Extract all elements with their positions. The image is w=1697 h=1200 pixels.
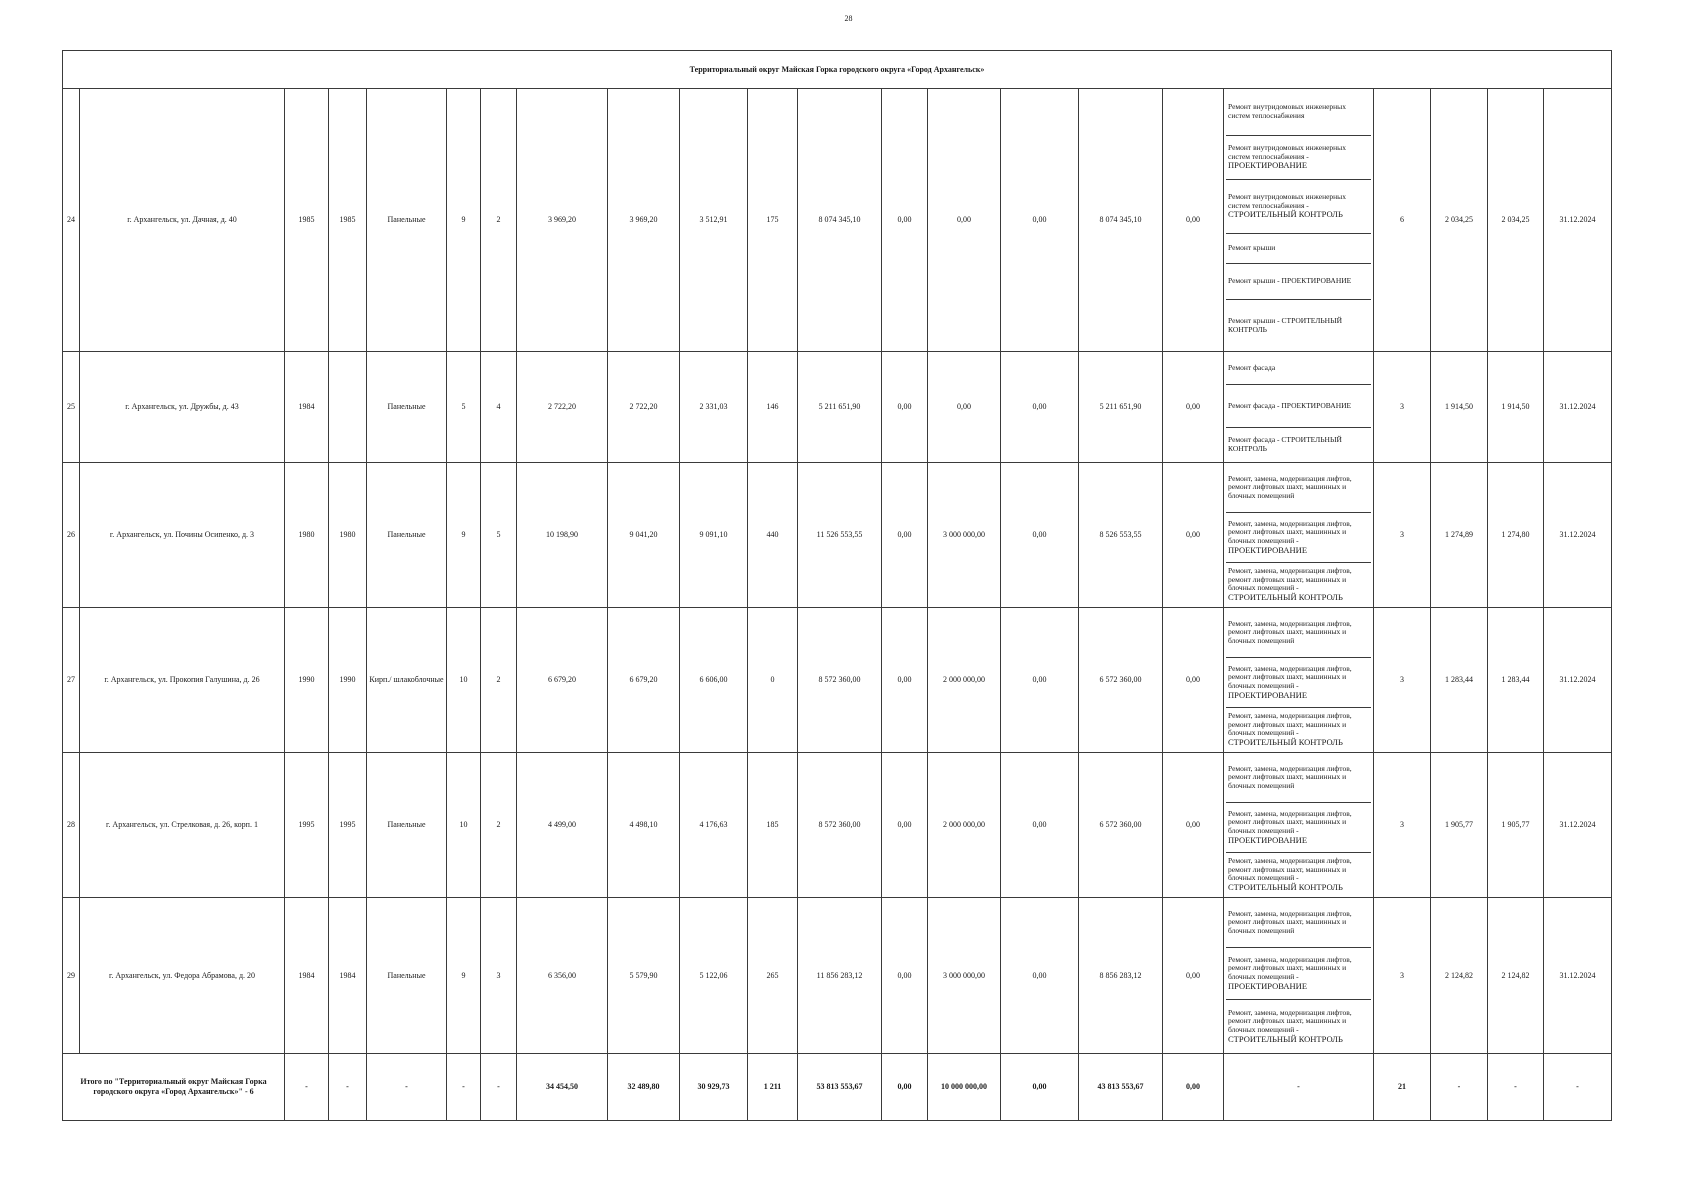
floors-count: 9 [447, 898, 481, 1054]
work-item-text: Ремонт внутридомовых инженерных систем теплоснабжения [1228, 102, 1346, 120]
work-item [1226, 948, 1371, 1000]
unit-cost-max: 1 914,50 [1488, 352, 1544, 463]
total-entrances-count: - [481, 1054, 517, 1121]
work-item [1226, 658, 1371, 708]
work-types [1224, 898, 1374, 1054]
area-residential: 5 122,06 [680, 898, 748, 1054]
work-item [1226, 89, 1371, 136]
cost-total: 8 074 345,10 [798, 89, 882, 352]
work-item-text: Ремонт фасада [1228, 362, 1276, 372]
deadline: 31.12.2024 [1544, 463, 1612, 608]
work-item-text: Ремонт, замена, модернизация лифтов, ремонт лифтовых шахт, машинных и блочных помещений - [1228, 566, 1352, 593]
work-item [1226, 563, 1371, 607]
house-address: г. Архангельск, ул. Прокопия Галушина, д. 26 [80, 608, 285, 753]
fund-fkr: 0,00 [882, 463, 928, 608]
year-built: 1980 [285, 463, 329, 608]
fund-fkr: 0,00 [882, 898, 928, 1054]
total-floors-count: - [447, 1054, 481, 1121]
cost-total: 5 211 651,90 [798, 352, 882, 463]
work-item [1226, 264, 1371, 300]
row-number: 27 [63, 608, 80, 753]
budget-local: 0,00 [1001, 898, 1079, 1054]
work-types [1224, 352, 1374, 463]
work-item-stage: ПРОЕКТИРОВАНИЕ [1228, 544, 1308, 555]
work-types [1224, 753, 1374, 898]
house-address: г. Архангельск, ул. Почины Осипенко, д. 3 [80, 463, 285, 608]
house-address: г. Архангельск, ул. Федора Абрамова, д. 20 [80, 898, 285, 1054]
area-total: 4 499,00 [517, 753, 608, 898]
total-wall-material: - [367, 1054, 447, 1121]
row-number: 29 [63, 898, 80, 1054]
other-funds: 0,00 [1163, 352, 1224, 463]
unit-cost-max: 2 034,25 [1488, 89, 1544, 352]
total-area-residential: 30 929,73 [680, 1054, 748, 1121]
work-item-stage: СТРОИТЕЛЬНЫЙ КОНТРОЛЬ [1228, 882, 1343, 893]
year-commission: 1990 [329, 608, 367, 753]
area-residential: 6 606,00 [680, 608, 748, 753]
total-other-funds: 0,00 [1163, 1054, 1224, 1121]
fund-fkr: 0,00 [882, 608, 928, 753]
year-built: 1985 [285, 89, 329, 352]
work-item-text: Ремонт, замена, модернизация лифтов, ремонт лифтовых шахт, машинных и блочных помещений [1228, 473, 1352, 500]
budget-local: 0,00 [1001, 463, 1079, 608]
total-row [63, 1054, 1612, 1121]
floors-count: 9 [447, 89, 481, 352]
area-residential: 9 091,10 [680, 463, 748, 608]
house-row [63, 753, 1612, 898]
entrances-count: 2 [481, 608, 517, 753]
work-item-stage: ПРОЕКТИРОВАНИЕ [1228, 980, 1308, 991]
year-built: 1990 [285, 608, 329, 753]
work-item-stage: ПРОЕКТИРОВАНИЕ [1228, 160, 1308, 171]
area-living: 9 041,20 [608, 463, 680, 608]
total-work-count: 21 [1374, 1054, 1431, 1121]
unit-cost-max: 1 274,80 [1488, 463, 1544, 608]
work-types [1224, 89, 1374, 352]
work-item [1226, 385, 1371, 428]
wall-material: Панельные [367, 352, 447, 463]
work-item-text: Ремонт, замена, модернизация лифтов, ремонт лифтовых шахт, машинных и блочных помещений [1228, 763, 1352, 790]
row-number: 24 [63, 89, 80, 352]
total-budget-local: 0,00 [1001, 1054, 1079, 1121]
unit-cost: 2 124,82 [1431, 898, 1488, 1054]
work-item-text: Ремонт крыши - ПРОЕКТИРОВАНИЕ [1228, 276, 1352, 286]
year-commission: 1980 [329, 463, 367, 608]
work-item-text: Ремонт внутридомовых инженерных систем теплоснабжения - [1228, 191, 1346, 210]
residents-count: 146 [748, 352, 798, 463]
work-item-text: Ремонт, замена, модернизация лифтов, ремонт лифтовых шахт, машинных и блочных помещений - [1228, 808, 1352, 835]
owners-funds: 8 526 553,55 [1079, 463, 1163, 608]
work-item-text: Ремонт внутридомовых инженерных систем теплоснабжения - [1228, 142, 1346, 161]
wall-material: Кирп./ шлакоблочные [367, 608, 447, 753]
work-count: 3 [1374, 608, 1431, 753]
budget-local: 0,00 [1001, 89, 1079, 352]
area-total: 10 198,90 [517, 463, 608, 608]
fund-fkr: 0,00 [882, 89, 928, 352]
work-item-text: Ремонт, замена, модернизация лифтов, ремонт лифтовых шахт, машинных и блочных помещений - [1228, 711, 1352, 738]
work-count: 6 [1374, 89, 1431, 352]
budget-subject: 0,00 [928, 89, 1001, 352]
other-funds: 0,00 [1163, 753, 1224, 898]
budget-subject: 2 000 000,00 [928, 753, 1001, 898]
budget-local: 0,00 [1001, 352, 1079, 463]
work-item-stage: ПРОЕКТИРОВАНИЕ [1228, 834, 1308, 845]
page-number: 28 [844, 14, 853, 23]
house-row [63, 463, 1612, 608]
work-item [1226, 853, 1371, 897]
residents-count: 185 [748, 753, 798, 898]
area-living: 2 722,20 [608, 352, 680, 463]
work-count: 3 [1374, 352, 1431, 463]
fund-fkr: 0,00 [882, 753, 928, 898]
floors-count: 10 [447, 753, 481, 898]
budget-subject: 2 000 000,00 [928, 608, 1001, 753]
work-item [1226, 1000, 1371, 1053]
year-commission: 1984 [329, 898, 367, 1054]
other-funds: 0,00 [1163, 898, 1224, 1054]
cost-total: 11 526 553,55 [798, 463, 882, 608]
row-number: 26 [63, 463, 80, 608]
unit-cost: 1 914,50 [1431, 352, 1488, 463]
total-budget-subject: 10 000 000,00 [928, 1054, 1001, 1121]
unit-cost-max: 1 905,77 [1488, 753, 1544, 898]
wall-material: Панельные [367, 89, 447, 352]
work-item-text: Ремонт крыши - СТРОИТЕЛЬНЫЙ КОНТРОЛЬ [1228, 315, 1343, 334]
total-cost-total: 53 813 553,67 [798, 1054, 882, 1121]
fund-fkr: 0,00 [882, 352, 928, 463]
entrances-count: 5 [481, 463, 517, 608]
work-item-text: Ремонт, замена, модернизация лифтов, ремонт лифтовых шахт, машинных и блочных помещений - [1228, 1007, 1352, 1034]
unit-cost: 1 274,89 [1431, 463, 1488, 608]
total-year-commission: - [329, 1054, 367, 1121]
entrances-count: 3 [481, 898, 517, 1054]
work-item-text: Ремонт фасада - ПРОЕКТИРОВАНИЕ [1228, 400, 1352, 410]
unit-cost-max: 1 283,44 [1488, 608, 1544, 753]
repair-program-table [62, 50, 1612, 1121]
work-item [1226, 300, 1371, 351]
work-item-text: Ремонт, замена, модернизация лифтов, ремонт лифтовых шахт, машинных и блочных помещений [1228, 618, 1352, 645]
total-label: Итого по "Территориальный округ Майская Горка городского округа «Город Архангельск»" - 6 [63, 1054, 285, 1121]
house-row [63, 898, 1612, 1054]
owners-funds: 6 572 360,00 [1079, 753, 1163, 898]
work-item-stage: СТРОИТЕЛЬНЫЙ КОНТРОЛЬ [1228, 209, 1343, 220]
area-living: 6 679,20 [608, 608, 680, 753]
area-living: 5 579,90 [608, 898, 680, 1054]
work-item-text: Ремонт фасада - СТРОИТЕЛЬНЫЙ КОНТРОЛЬ [1228, 435, 1342, 453]
work-item [1226, 180, 1371, 234]
house-address: г. Архангельск, ул. Дачная, д. 40 [80, 89, 285, 352]
year-commission [329, 352, 367, 463]
total-work-types: - [1224, 1054, 1374, 1121]
work-count: 3 [1374, 463, 1431, 608]
owners-funds: 5 211 651,90 [1079, 352, 1163, 463]
floors-count: 9 [447, 463, 481, 608]
total-area-living: 32 489,80 [608, 1054, 680, 1121]
entrances-count: 4 [481, 352, 517, 463]
work-count: 3 [1374, 898, 1431, 1054]
total-unit-cost: - [1431, 1054, 1488, 1121]
floors-count: 5 [447, 352, 481, 463]
work-item [1226, 753, 1371, 803]
area-total: 6 356,00 [517, 898, 608, 1054]
house-row [63, 352, 1612, 463]
budget-subject: 3 000 000,00 [928, 463, 1001, 608]
total-unit-cost-max: - [1488, 1054, 1544, 1121]
deadline: 31.12.2024 [1544, 608, 1612, 753]
section-title: Территориальный округ Майская Горка городского округа «Город Архангельск» [63, 51, 1612, 89]
work-item-text: Ремонт, замена, модернизация лифтов, ремонт лифтовых шахт, машинных и блочных помещений [1228, 908, 1352, 935]
work-item-text: Ремонт, замена, модернизация лифтов, ремонт лифтовых шахт, машинных и блочных помещений - [1228, 856, 1352, 883]
area-living: 3 969,20 [608, 89, 680, 352]
total-year-built: - [285, 1054, 329, 1121]
residents-count: 440 [748, 463, 798, 608]
work-item [1226, 428, 1371, 462]
residents-count: 0 [748, 608, 798, 753]
cost-total: 8 572 360,00 [798, 608, 882, 753]
area-total: 6 679,20 [517, 608, 608, 753]
unit-cost: 1 905,77 [1431, 753, 1488, 898]
total-residents-count: 1 211 [748, 1054, 798, 1121]
wall-material: Панельные [367, 898, 447, 1054]
year-commission: 1985 [329, 89, 367, 352]
work-item-text: Ремонт крыши [1228, 243, 1276, 253]
area-living: 4 498,10 [608, 753, 680, 898]
budget-local: 0,00 [1001, 608, 1079, 753]
work-types [1224, 463, 1374, 608]
area-residential: 4 176,63 [680, 753, 748, 898]
owners-funds: 6 572 360,00 [1079, 608, 1163, 753]
work-item [1226, 463, 1371, 513]
entrances-count: 2 [481, 753, 517, 898]
area-residential: 3 512,91 [680, 89, 748, 352]
total-deadline: - [1544, 1054, 1612, 1121]
work-item [1226, 608, 1371, 658]
budget-subject: 0,00 [928, 352, 1001, 463]
deadline: 31.12.2024 [1544, 89, 1612, 352]
residents-count: 265 [748, 898, 798, 1054]
cost-total: 11 856 283,12 [798, 898, 882, 1054]
work-item-text: Ремонт, замена, модернизация лифтов, ремонт лифтовых шахт, машинных и блочных помещений - [1228, 663, 1352, 690]
work-item-text: Ремонт, замена, модернизация лифтов, ремонт лифтовых шахт, машинных и блочных помещений - [1228, 954, 1352, 981]
other-funds: 0,00 [1163, 89, 1224, 352]
work-item-stage: ПРОЕКТИРОВАНИЕ [1228, 689, 1308, 700]
work-item-stage: СТРОИТЕЛЬНЫЙ КОНТРОЛЬ [1228, 592, 1343, 603]
row-number: 25 [63, 352, 80, 463]
owners-funds: 8 074 345,10 [1079, 89, 1163, 352]
entrances-count: 2 [481, 89, 517, 352]
deadline: 31.12.2024 [1544, 753, 1612, 898]
work-item-stage: СТРОИТЕЛЬНЫЙ КОНТРОЛЬ [1228, 1033, 1343, 1044]
year-built: 1995 [285, 753, 329, 898]
row-number: 28 [63, 753, 80, 898]
area-total: 2 722,20 [517, 352, 608, 463]
house-row [63, 608, 1612, 753]
work-item-stage: СТРОИТЕЛЬНЫЙ КОНТРОЛЬ [1228, 737, 1343, 748]
work-item [1226, 136, 1371, 180]
total-owners-funds: 43 813 553,67 [1079, 1054, 1163, 1121]
total-fund-fkr: 0,00 [882, 1054, 928, 1121]
floors-count: 10 [447, 608, 481, 753]
work-item-text: Ремонт, замена, модернизация лифтов, ремонт лифтовых шахт, машинных и блочных помещений - [1228, 518, 1352, 545]
other-funds: 0,00 [1163, 463, 1224, 608]
deadline: 31.12.2024 [1544, 898, 1612, 1054]
area-total: 3 969,20 [517, 89, 608, 352]
house-row [63, 89, 1612, 352]
work-types [1224, 608, 1374, 753]
work-item [1226, 513, 1371, 563]
work-item [1226, 352, 1371, 385]
budget-local: 0,00 [1001, 753, 1079, 898]
year-built: 1984 [285, 898, 329, 1054]
work-item [1226, 708, 1371, 752]
section-header-row [63, 51, 1612, 89]
house-address: г. Архангельск, ул. Стрелковая, д. 26, корп. 1 [80, 753, 285, 898]
deadline: 31.12.2024 [1544, 352, 1612, 463]
unit-cost: 2 034,25 [1431, 89, 1488, 352]
unit-cost: 1 283,44 [1431, 608, 1488, 753]
unit-cost-max: 2 124,82 [1488, 898, 1544, 1054]
work-item [1226, 234, 1371, 264]
work-item [1226, 803, 1371, 853]
wall-material: Панельные [367, 753, 447, 898]
year-commission: 1995 [329, 753, 367, 898]
house-address: г. Архангельск, ул. Дружбы, д. 43 [80, 352, 285, 463]
cost-total: 8 572 360,00 [798, 753, 882, 898]
area-residential: 2 331,03 [680, 352, 748, 463]
residents-count: 175 [748, 89, 798, 352]
budget-subject: 3 000 000,00 [928, 898, 1001, 1054]
year-built: 1984 [285, 352, 329, 463]
owners-funds: 8 856 283,12 [1079, 898, 1163, 1054]
wall-material: Панельные [367, 463, 447, 608]
work-item [1226, 898, 1371, 948]
total-area-total: 34 454,50 [517, 1054, 608, 1121]
work-count: 3 [1374, 753, 1431, 898]
other-funds: 0,00 [1163, 608, 1224, 753]
